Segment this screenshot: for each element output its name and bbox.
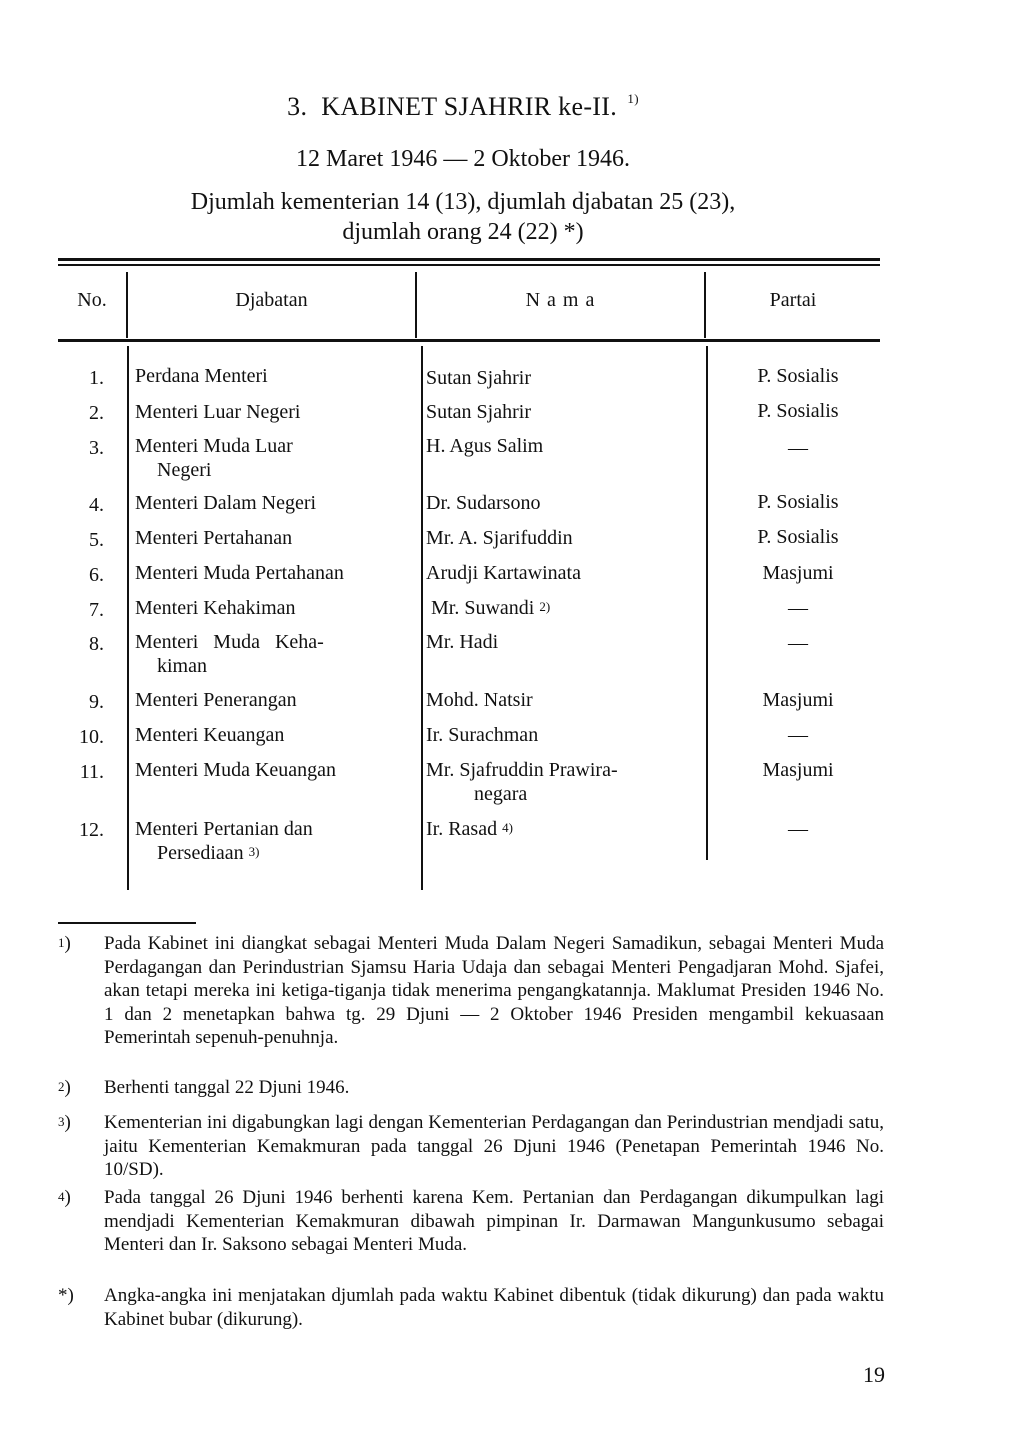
body-divider-2	[421, 346, 423, 890]
row-7-footnote-ref: 2	[539, 599, 546, 614]
row-7-nama: Mr. Suwandi $^{2)}$	[431, 597, 551, 619]
col-header-nama: N a m a	[525, 289, 596, 311]
row-4-partai: P. Sosialis	[757, 491, 839, 513]
row-10-djabatan: Menteri Keuangan	[135, 724, 285, 746]
row-11-partai: Masjumi	[762, 759, 834, 781]
row-9-no: 9.	[89, 691, 104, 713]
section-title: KABINET SJAHRIR ke-II.	[321, 92, 617, 121]
page-number: 19	[863, 1362, 885, 1387]
footnote-1-text: Pada Kabinet ini diangkat sebagai Menteri Muda Dalam Negeri Samadikun, sebagai Menteri Muda Perdagangan dan Perindustrian Sjamsu Haria Udaja dan sebagai Menteri Pengadjaran Mohd. Sjafei, akan tetapi mereka ini ketiga-tiganja tidak menerima pengangkatannja. Maklumat Presiden 1946 No. 1 dan 2 menetapkan bahwa tg. 29 Djuni — 2 Oktober 1946 Presiden mengambil kekuasaan Pemerintah sepenuh-penuhnja.	[104, 933, 884, 1048]
footnote-1-mark: $^1$)	[58, 933, 71, 954]
table-top-rule-1	[58, 258, 880, 261]
row-6-djabatan: Menteri Muda Pertahanan	[135, 562, 344, 584]
row-3-no: 3.	[89, 437, 104, 459]
row-2-no: 2.	[89, 402, 104, 424]
row-7-djabatan: Menteri Kehakiman	[135, 597, 296, 619]
footnote-2-text: Berhenti tanggal 22 Djuni 1946.	[104, 1077, 350, 1098]
row-4-nama: Dr. Sudarsono	[426, 492, 541, 514]
footnote-star-text: Angka-angka ini menjatakan djumlah pada waktu Kabinet dibentuk (tidak dikurung) dan pada waktu Kabinet bubar (dikurung).	[104, 1285, 884, 1330]
row-8-partai: —	[788, 632, 808, 654]
row-5-nama: Mr. A. Sjarifuddin	[426, 527, 573, 549]
section-number: 3.	[287, 92, 308, 121]
row-11-nama	[426, 758, 706, 806]
footnote-3-text: Kementerian ini digabungkan lagi dengan Kementerian Perdagangan dan Perindustrian mendjadi satu, jaitu Kementerian Kemakmuran pada tanggal 26 Djuni 1946 (Penetapan Pemerintah 1946 No. 10/SD).	[104, 1112, 884, 1180]
row-11-nama-line-2: negara	[474, 783, 528, 805]
row-12-djabatan-text: Persediaan	[157, 842, 244, 864]
row-7-no: 7.	[89, 599, 104, 621]
row-6-nama: Arudji Kartawinata	[426, 562, 581, 584]
footnote-1	[58, 932, 884, 1050]
col-header-no: No.	[77, 289, 107, 311]
footnote-4-mark: $^4$)	[58, 1187, 71, 1208]
row-3-djabatan-line-1: Menteri Muda Luar	[135, 435, 293, 457]
row-12-nama-text: Ir. Rasad	[426, 818, 498, 840]
row-12-djabatan	[135, 817, 415, 865]
cabinet-summary	[0, 187, 926, 247]
cabinet-period: 12 Maret 1946 — 2 Oktober 1946.	[296, 146, 630, 172]
footnote-4-text: Pada tanggal 26 Djuni 1946 berhenti karena Kem. Pertanian dan Perdagangan dikumpulkan lagi mendjadi Kementerian Kemakmuran dibawah pimpinan Ir. Darmawan Mangunkusumo sebagai Menteri dan Ir. Saksono sebagai Menteri Muda.	[104, 1187, 884, 1255]
row-12-djabatan-line-2: Persediaan $^{3)}$	[157, 842, 260, 864]
row-12-djabatan-footnote-ref: 3	[248, 844, 256, 859]
body-divider-1	[127, 346, 129, 890]
row-9-partai: Masjumi	[762, 689, 834, 711]
row-10-nama: Ir. Surachman	[426, 724, 539, 746]
row-1-partai: P. Sosialis	[757, 365, 839, 387]
row-10-partai: —	[788, 724, 808, 746]
row-8-nama: Mr. Hadi	[426, 631, 499, 653]
row-9-nama: Mohd. Natsir	[426, 689, 533, 711]
row-1-djabatan: Perdana Menteri	[135, 365, 268, 387]
page-title: 3. KABINET SJAHRIR ke-II. $^{1)}$	[287, 91, 639, 121]
footnote-star	[58, 1284, 884, 1331]
row-6-partai: Masjumi	[762, 562, 834, 584]
row-4-no: 4.	[89, 494, 104, 516]
table-header-rule	[58, 339, 880, 342]
summary-line-2: djumlah orang 24 (22) *)	[342, 219, 584, 245]
footnote-3	[58, 1111, 884, 1182]
row-11-djabatan: Menteri Muda Keuangan	[135, 759, 337, 781]
row-3-nama: H. Agus Salim	[426, 435, 544, 457]
table-top-rule-2	[58, 264, 880, 266]
row-5-no: 5.	[89, 529, 104, 551]
footnote-2	[58, 1076, 884, 1100]
row-2-nama: Sutan Sjahrir	[426, 401, 531, 423]
footnote-4	[58, 1186, 884, 1257]
row-12-djabatan-line-1: Menteri Pertanian dan	[135, 818, 313, 840]
row-5-djabatan: Menteri Pertahanan	[135, 527, 293, 549]
row-12-no: 12.	[79, 819, 104, 841]
footnote-star-mark: *)	[58, 1285, 74, 1306]
row-2-djabatan: Menteri Luar Negeri	[135, 401, 301, 423]
summary-line-1: Djumlah kementerian 14 (13), djumlah djabatan 25 (23),	[190, 189, 736, 215]
row-9-djabatan: Menteri Penerangan	[135, 689, 297, 711]
row-5-partai: P. Sosialis	[757, 526, 839, 548]
row-11-no: 11.	[79, 761, 104, 783]
title-footnote-ref: 1	[627, 91, 635, 106]
row-8-no: 8.	[89, 633, 104, 655]
row-2-partai: P. Sosialis	[757, 400, 839, 422]
footnote-3-mark: $^3$)	[58, 1112, 71, 1133]
row-12-partai: —	[788, 818, 808, 840]
row-6-no: 6.	[89, 564, 104, 586]
row-8-djabatan-line-2: kiman	[157, 655, 207, 677]
row-3-djabatan-line-2: Negeri	[157, 459, 212, 481]
row-3-partai: —	[788, 437, 808, 459]
row-7-nama-text: Mr. Suwandi	[431, 597, 535, 619]
row-11-nama-line-1: Mr. Sjafruddin Prawira-	[426, 759, 618, 781]
row-1-nama: Sutan Sjahrir	[426, 367, 531, 389]
row-7-partai: —	[788, 597, 808, 619]
row-8-djabatan-line-1: Menteri Muda Keha-	[135, 631, 324, 653]
col-header-partai: Partai	[769, 289, 817, 311]
row-12-nama: Ir. Rasad $^{4)}$	[426, 818, 513, 840]
row-4-djabatan: Menteri Dalam Negeri	[135, 492, 317, 514]
row-8-djabatan	[135, 630, 415, 678]
row-10-no: 10.	[79, 726, 104, 748]
col-header-djabatan: Djabatan	[235, 289, 308, 311]
row-12-nama-footnote-ref: 4	[502, 820, 509, 835]
row-3-djabatan	[135, 434, 415, 482]
footnote-2-mark: $^2$)	[58, 1077, 71, 1098]
row-1-no: 1.	[89, 367, 104, 389]
footnote-separator	[58, 922, 196, 924]
